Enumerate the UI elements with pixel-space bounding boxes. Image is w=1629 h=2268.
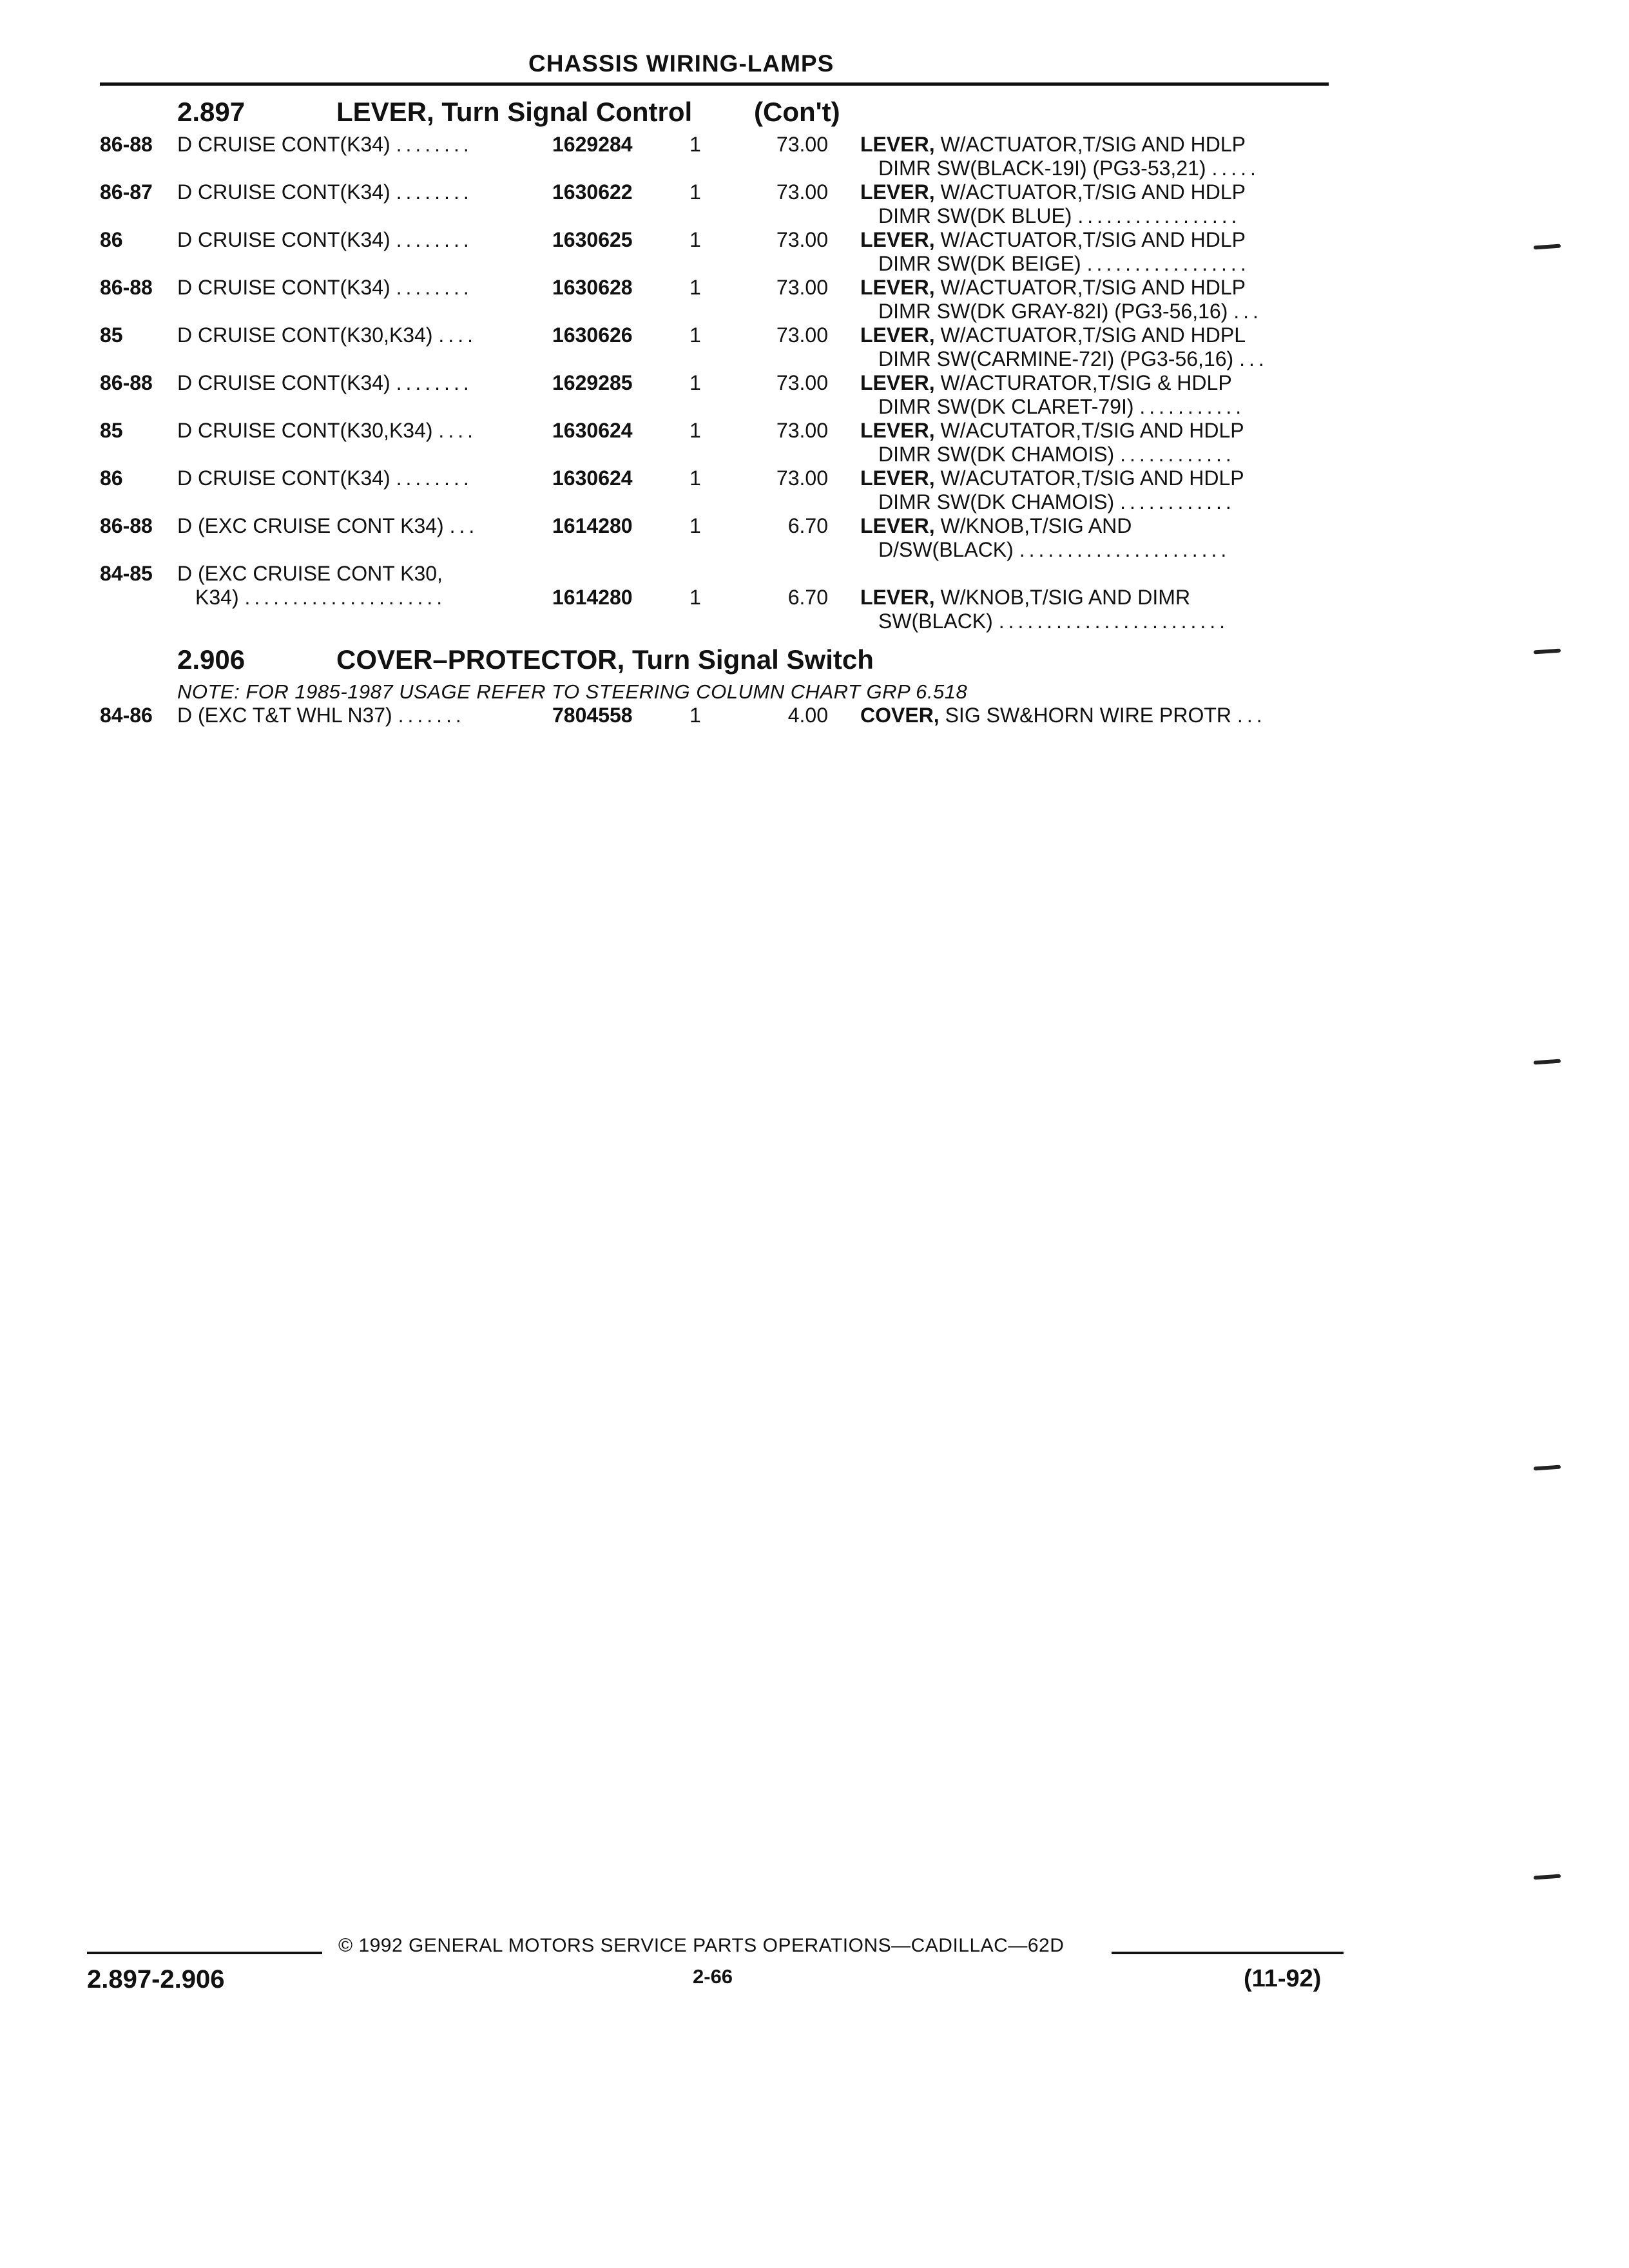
part-description: [860, 514, 1331, 562]
part-number: 1629284: [552, 133, 633, 156]
part-number: 1630624: [552, 466, 633, 490]
parts-row: [100, 562, 1331, 633]
part-noun: COVER,: [860, 704, 940, 727]
part-noun: LEVER,: [860, 514, 935, 537]
footer-rule: [1112, 1952, 1344, 1954]
dot-leader: ........: [396, 276, 473, 299]
usage-text: D CRUISE CONT(K34): [177, 180, 390, 204]
revision-date: (11-92): [1244, 1965, 1322, 1992]
part-number: 1630626: [552, 323, 633, 347]
part-text-cont: DIMR SW(DK CLARET-79I): [878, 395, 1134, 418]
model-years: 86-87: [100, 180, 153, 204]
usage-text: D CRUISE CONT(K34): [177, 371, 390, 394]
price: 73.00: [776, 419, 828, 442]
dot-leader: ............: [1120, 490, 1235, 514]
part-noun: LEVER,: [860, 586, 935, 609]
dot-leader: ........: [396, 180, 473, 204]
part-text-cont: DIMR SW(DK GRAY-82I) (PG3-56,16): [878, 300, 1228, 323]
quantity: 1: [689, 704, 701, 727]
dot-leader: .......: [398, 704, 465, 727]
section-2906: [100, 644, 1331, 729]
part-noun: LEVER,: [860, 419, 935, 442]
part-number: 1630628: [552, 276, 633, 299]
usage-text: D (EXC CRUISE CONT K34): [177, 514, 444, 537]
model-years: 85: [100, 323, 123, 347]
parts-row: [100, 228, 1331, 276]
usage-text: D CRUISE CONT(K30,K34): [177, 323, 433, 347]
price: 73.00: [776, 276, 828, 299]
part-text: W/KNOB,T/SIG AND DIMR: [934, 586, 1191, 609]
group-range: 2.897-2.906: [87, 1965, 225, 1994]
section-number: 2.906: [177, 644, 246, 675]
price: 73.00: [776, 323, 828, 347]
part-description: [860, 180, 1331, 228]
dot-leader: ....: [438, 323, 477, 347]
usage-text: D CRUISE CONT(K34): [177, 133, 390, 156]
part-description: [860, 419, 1331, 466]
dot-leader: ........: [396, 466, 473, 490]
dot-leader: ........: [396, 371, 473, 394]
part-text-cont: SW(BLACK): [878, 610, 993, 633]
quantity: 1: [689, 228, 701, 251]
part-noun: LEVER,: [860, 371, 935, 394]
dot-leader: ...........: [1139, 395, 1246, 418]
binder-mark: [1534, 649, 1561, 655]
usage-text: D CRUISE CONT(K34): [177, 466, 390, 490]
section-heading: [100, 97, 1331, 133]
quantity: 1: [689, 466, 701, 490]
price: 73.00: [776, 466, 828, 490]
dot-leader: .................: [1077, 204, 1241, 227]
part-noun: LEVER,: [860, 323, 935, 347]
part-text-cont: D/SW(BLACK): [878, 538, 1014, 561]
footer-rule: [87, 1952, 322, 1954]
part-description: [860, 704, 1331, 727]
dot-leader: ........: [396, 133, 473, 156]
part-number: 1630622: [552, 180, 633, 204]
part-text: W/ACUTATOR,T/SIG AND HDLP: [934, 419, 1244, 442]
part-text-cont: DIMR SW(DK BEIGE): [878, 252, 1081, 275]
part-noun: LEVER,: [860, 276, 935, 299]
usage-text-cont: K34): [195, 586, 239, 609]
dot-leader: ...: [1239, 347, 1268, 370]
part-number: 1630625: [552, 228, 633, 251]
part-description: [860, 228, 1331, 276]
quantity: 1: [689, 586, 701, 609]
section-heading: [100, 644, 1331, 680]
parts-row: [100, 323, 1331, 371]
part-description: [860, 586, 1331, 633]
dot-leader: ...: [1233, 300, 1262, 323]
model-years: 85: [100, 419, 123, 442]
part-text: W/ACUTATOR,T/SIG AND HDLP: [934, 466, 1244, 490]
part-text: W/ACTUATOR,T/SIG AND HDLP: [934, 180, 1246, 204]
dot-leader: .....................: [244, 586, 447, 609]
part-description: [860, 133, 1331, 180]
price: 73.00: [776, 228, 828, 251]
part-text: W/ACTUATOR,T/SIG AND HDLP: [934, 133, 1246, 156]
part-text-cont: DIMR SW(BLACK-19I) (PG3-53,21): [878, 157, 1206, 180]
header-rule: [100, 82, 1329, 86]
part-text-cont: DIMR SW(DK BLUE): [878, 204, 1072, 227]
part-text: SIG SW&HORN WIRE PROTR: [939, 704, 1232, 727]
section-title: COVER–PROTECTOR, Turn Signal Switch: [336, 644, 874, 675]
binder-mark: [1534, 1059, 1561, 1065]
page-header-title: CHASSIS WIRING-LAMPS: [528, 50, 834, 77]
model-years: 86-88: [100, 371, 153, 394]
quantity: 1: [689, 419, 701, 442]
model-years: 86-88: [100, 514, 153, 537]
part-noun: LEVER,: [860, 180, 935, 204]
usage-text: D CRUISE CONT(K34): [177, 276, 390, 299]
part-text: W/ACTUATOR,T/SIG AND HDLP: [934, 228, 1246, 251]
parts-row: [100, 514, 1331, 562]
part-description: [860, 323, 1331, 371]
parts-row: [100, 466, 1331, 514]
dot-leader: ........: [396, 228, 473, 251]
section-note: NOTE: FOR 1985-1987 USAGE REFER TO STEERING COLUMN CHART GRP 6.518: [177, 680, 968, 703]
dot-leader: ........................: [998, 610, 1229, 633]
binder-mark: [1534, 1465, 1561, 1471]
part-number: 1614280: [552, 586, 633, 609]
price: 73.00: [776, 180, 828, 204]
part-description: [860, 371, 1331, 419]
part-text: W/ACTUATOR,T/SIG AND HDLP: [934, 276, 1246, 299]
copyright-line: © 1992 GENERAL MOTORS SERVICE PARTS OPERATIONS—CADILLAC—62D: [338, 1935, 1065, 1956]
parts-row: [100, 180, 1331, 228]
price: 6.70: [787, 514, 828, 537]
part-text: W/ACTURATOR,T/SIG & HDLP: [934, 371, 1232, 394]
part-text-cont: DIMR SW(DK CHAMOIS): [878, 490, 1115, 514]
section-continued: (Con't): [754, 97, 840, 127]
dot-leader: ......................: [1019, 538, 1231, 561]
dot-leader: ...: [1237, 704, 1266, 727]
quantity: 1: [689, 180, 701, 204]
quantity: 1: [689, 371, 701, 394]
model-years: 84-85: [100, 562, 153, 585]
part-text: W/ACTUATOR,T/SIG AND HDPL: [934, 323, 1246, 347]
part-text-cont: DIMR SW(CARMINE-72I) (PG3-56,16): [878, 347, 1234, 370]
usage-text: D (EXC T&T WHL N37): [177, 704, 392, 727]
price: 6.70: [787, 586, 828, 609]
part-number: 7804558: [552, 704, 633, 727]
section-2897: [100, 97, 1331, 633]
quantity: 1: [689, 133, 701, 156]
usage-text: D CRUISE CONT(K34): [177, 228, 390, 251]
parts-row: [100, 133, 1331, 180]
dot-leader: ............: [1120, 443, 1235, 466]
model-years: 86-88: [100, 276, 153, 299]
quantity: 1: [689, 323, 701, 347]
price: 73.00: [776, 371, 828, 394]
part-text: W/KNOB,T/SIG AND: [934, 514, 1132, 537]
price: 4.00: [787, 704, 828, 727]
parts-row: [100, 276, 1331, 323]
part-noun: LEVER,: [860, 228, 935, 251]
part-noun: LEVER,: [860, 133, 935, 156]
usage-text: D (EXC CRUISE CONT K30,: [177, 562, 443, 585]
section-number: 2.897: [177, 97, 246, 127]
quantity: 1: [689, 276, 701, 299]
model-years: 86-88: [100, 133, 153, 156]
parts-row: [100, 704, 1331, 729]
usage-text: D CRUISE CONT(K30,K34): [177, 419, 433, 442]
part-description: [860, 276, 1331, 323]
part-noun: LEVER,: [860, 466, 935, 490]
part-description: [860, 466, 1331, 514]
price: 73.00: [776, 133, 828, 156]
parts-row: [100, 371, 1331, 419]
dot-leader: ....: [438, 419, 477, 442]
binder-mark: [1534, 244, 1561, 250]
section-title: LEVER, Turn Signal Control: [336, 97, 693, 127]
parts-row: [100, 419, 1331, 466]
dot-leader: ...: [449, 514, 479, 537]
part-number: 1629285: [552, 371, 633, 394]
quantity: 1: [689, 514, 701, 537]
model-years: 84-86: [100, 704, 153, 727]
dot-leader: .....: [1211, 157, 1260, 180]
binder-mark: [1534, 1874, 1561, 1880]
model-years: 86: [100, 228, 123, 251]
part-number: 1630624: [552, 419, 633, 442]
page-number: 2-66: [693, 1965, 733, 1988]
model-years: 86: [100, 466, 123, 490]
part-text-cont: DIMR SW(DK CHAMOIS): [878, 443, 1115, 466]
dot-leader: .................: [1086, 252, 1250, 275]
part-number: 1614280: [552, 514, 633, 537]
